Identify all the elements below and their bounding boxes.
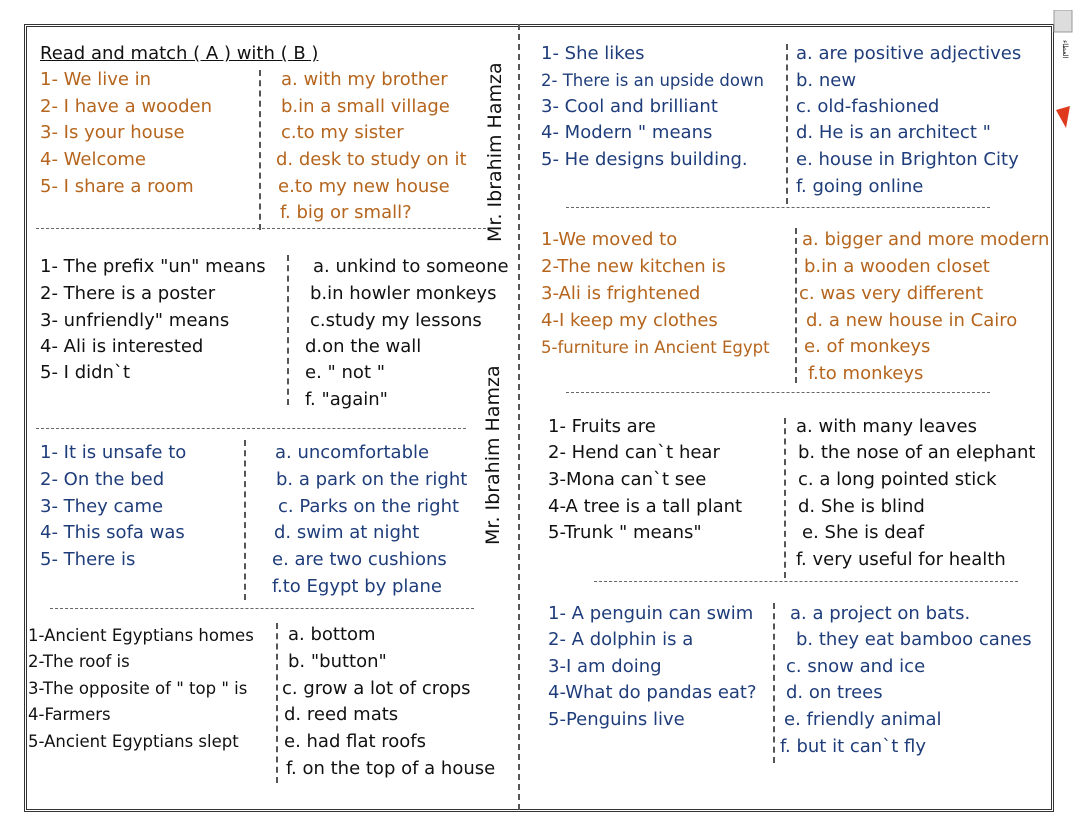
h-divider-r2 [566,392,990,393]
s3-a1: 1- It is unsafe to [40,442,187,463]
s1-a2: 2- I have a wooden [40,96,212,117]
s8-divider [773,603,775,763]
s8-b2: b. they eat bamboo canes [796,629,1032,650]
s4-a1: 1-Ancient Egyptians homes [28,626,254,645]
s2-a4: 4- Ali is interested [40,336,204,357]
s1-b1: a. with my brother [281,69,448,90]
s7-a3: 3-Mona can`t see [548,469,707,490]
s8-a3: 3-I am doing [548,656,662,677]
s7-b5: e. She is deaf [802,522,925,543]
s8-a2: 2- A dolphin is a [548,629,694,650]
s4-b6: f. on the top of a house [286,758,496,779]
s8-b5: e. friendly animal [784,709,942,730]
page-title: Read and match ( A ) with ( B ) [40,43,319,64]
s2-b3: c.study my lessons [310,310,482,331]
s6-a4: 4-I keep my clothes [541,310,718,331]
s1-a5: 5- I share a room [40,176,194,197]
s7-b6: f. very useful for health [796,549,1006,570]
s3-a2: 2- On the bed [40,469,165,490]
s1-b4: d. desk to study on it [276,149,467,170]
s7-b1: a. with many leaves [796,416,977,437]
s1-b5: e.to my new house [278,176,450,197]
s2-a2: 2- There is a poster [40,283,216,304]
s3-b2: b. a park on the right [276,469,468,490]
s8-b4: d. on trees [786,682,883,703]
s6-b5: e. of monkeys [804,336,931,357]
watermark-top: Mr. Ibrahim Hamza [484,62,506,242]
h-divider-l2 [36,428,466,429]
s1-a3: 3- Is your house [40,122,185,143]
s5-b3: c. old-fashioned [796,96,940,117]
s7-b3: c. a long pointed stick [798,469,997,490]
h-divider-l3 [50,608,474,609]
s4-b1: a. bottom [288,624,376,645]
s5-divider [786,44,788,204]
h-divider-r3 [594,581,1018,582]
s3-a3: 3- They came [40,496,164,517]
s6-a3: 3-Ali is frightened [541,283,701,304]
s3-a5: 5- There is [40,549,136,570]
s5-b2: b. new [796,70,857,91]
s6-a5: 5-furniture in Ancient Egypt [541,338,770,357]
s1-a1: 1- We live in [40,69,152,90]
s8-b1: a. a project on bats. [790,603,971,624]
s6-b6: f.to monkeys [808,363,924,384]
h-divider-r1 [566,207,990,208]
s3-divider [244,440,246,600]
s6-divider [795,228,797,383]
s5-a3: 3- Cool and brilliant [541,96,718,117]
s5-a4: 4- Modern " means [541,122,713,143]
s8-a4: 4-What do pandas eat? [548,682,757,703]
s1-b6: f. big or small? [280,202,412,223]
s2-a3: 3- unfriendly" means [40,310,230,331]
s6-a1: 1-We moved to [541,229,678,250]
s7-b4: d. She is blind [798,496,925,517]
s7-a2: 2- Hend can`t hear [548,442,720,463]
s8-b6: f. but it can`t fly [780,736,926,757]
publisher-logo [1052,10,1074,130]
s4-divider [276,623,278,783]
s7-a1: 1- Fruits are [548,416,656,437]
s6-b4: d. a new house in Cairo [806,310,1018,331]
s2-b2: b.in howler monkeys [310,283,497,304]
s5-b5: e. house in Brighton City [796,149,1019,170]
svg-text:العطاء: العطاء [1061,40,1069,59]
s6-b3: c. was very different [799,283,984,304]
s1-b2: b.in a small village [281,96,450,117]
s2-a5: 5- I didn`t [40,362,131,383]
s2-divider [287,255,289,405]
s4-b3: c. grow a lot of crops [282,678,471,699]
center-divider [518,24,520,810]
s6-b1: a. bigger and more modern [802,229,1050,250]
s3-b3: c. Parks on the right [278,496,460,517]
s3-b4: d. swim at night [274,522,420,543]
s2-b1: a. unkind to someone [313,256,509,277]
s4-b4: d. reed mats [284,704,399,725]
s6-a2: 2-The new kitchen is [541,256,726,277]
s5-a5: 5- He designs building. [541,149,748,170]
s3-b6: f.to Egypt by plane [272,576,442,597]
s2-a1: 1- The prefix "un" means [40,256,266,277]
watermark-bottom: Mr. Ibrahim Hamza [482,365,504,545]
s5-b1: a. are positive adjectives [796,43,1022,64]
s5-b6: f. going online [796,176,924,197]
s4-a4: 4-Farmers [28,705,111,724]
s8-b3: c. snow and ice [786,656,926,677]
s4-b2: b. "button" [288,651,387,672]
s1-divider [259,70,261,230]
s4-a3: 3-The opposite of " top " is [28,679,248,698]
s2-b6: f. "again" [305,389,388,410]
s7-b2: b. the nose of an elephant [798,442,1036,463]
s7-divider [784,418,786,578]
s4-a5: 5-Ancient Egyptians slept [28,732,239,751]
s2-b4: d.on the wall [305,336,422,357]
s3-a4: 4- This sofa was [40,522,185,543]
s7-a5: 5-Trunk " means" [548,522,702,543]
s1-a4: 4- Welcome [40,149,147,170]
s8-a5: 5-Penguins live [548,709,685,730]
s4-b5: e. had flat roofs [284,731,426,752]
s1-b3: c.to my sister [281,122,404,143]
s3-b5: e. are two cushions [272,549,447,570]
s8-a1: 1- A penguin can swim [548,603,754,624]
h-divider-l1 [36,228,496,229]
s2-b5: e. " not " [305,362,385,383]
s7-a4: 4-A tree is a tall plant [548,496,743,517]
s4-a2: 2-The roof is [28,652,130,671]
s6-b2: b.in a wooden closet [804,256,990,277]
s5-a1: 1- She likes [541,43,645,64]
s5-a2: 2- There is an upside down [541,71,764,90]
s3-b1: a. uncomfortable [275,442,430,463]
s5-b4: d. He is an architect " [796,122,991,143]
